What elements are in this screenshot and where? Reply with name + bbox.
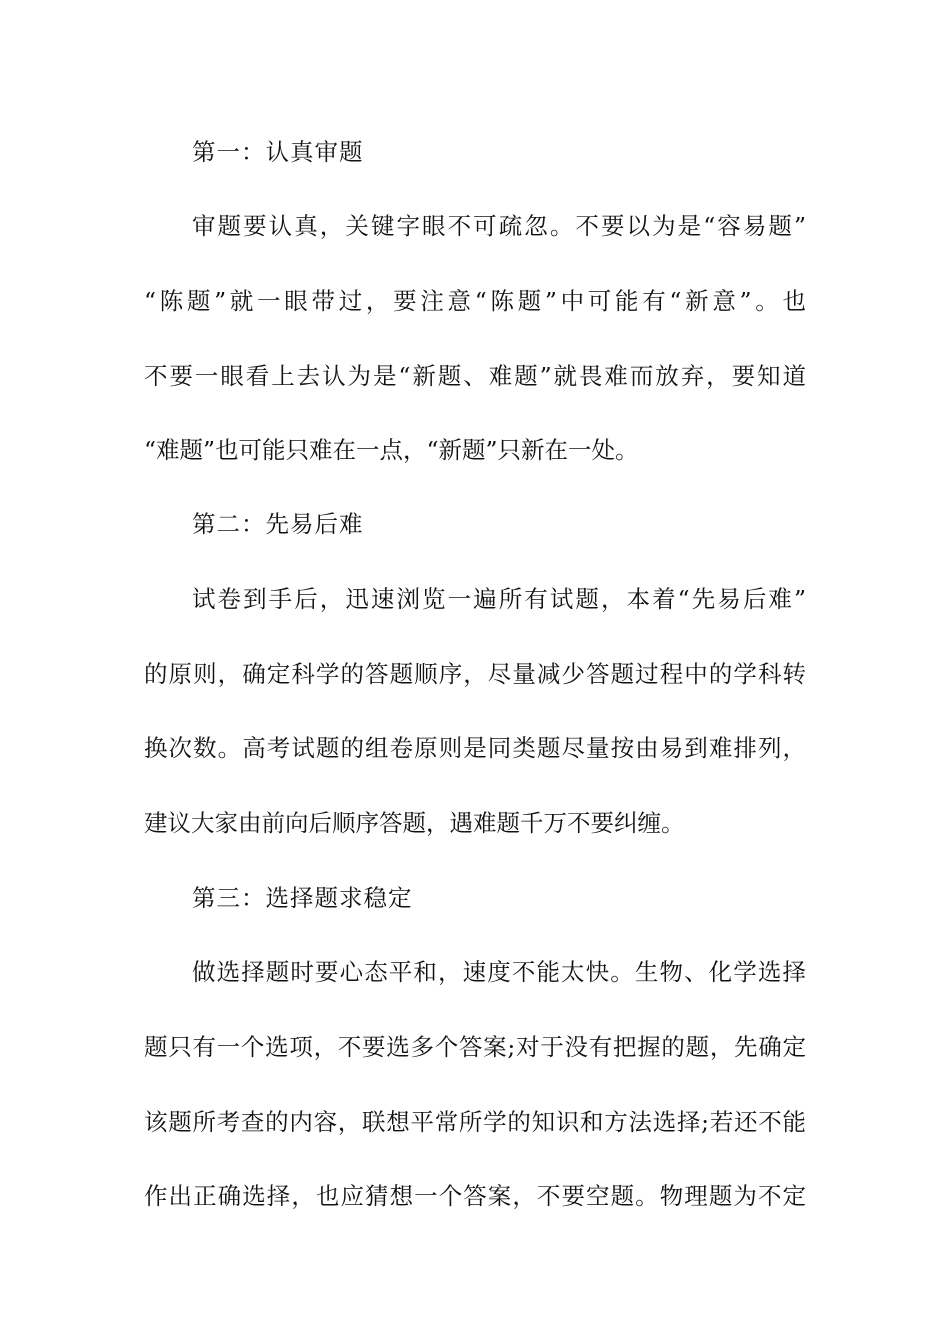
section-3-paragraph-line-1: 做选择题时要心态平和，速度不能太快。生物、化学选择	[192, 958, 806, 986]
section-3-paragraph-line-4: 作出正确选择，也应猜想一个答案，不要空题。物理题为不定	[144, 1182, 806, 1210]
section-3-heading: 第三：选择题求稳定	[192, 884, 413, 912]
section-3-paragraph-line-2: 题只有一个选项，不要选多个答案;对于没有把握的题，先确定	[144, 1033, 806, 1061]
section-2-paragraph-line-4: 建议大家由前向后顺序答题，遇难题千万不要纠缠。	[144, 809, 685, 837]
section-1-paragraph-line-2: “陈题”就一眼带过，要注意“陈题”中可能有“新意”。也	[144, 287, 806, 315]
section-1-paragraph-line-3: 不要一眼看上去认为是“新题、难题”就畏难而放弃，要知道	[144, 362, 806, 390]
section-2-heading: 第二：先易后难	[192, 510, 364, 538]
section-1-paragraph-line-1: 审题要认真，关键字眼不可疏忽。不要以为是“容易题”	[192, 212, 806, 240]
section-3-paragraph-line-3: 该题所考查的内容，联想平常所学的知识和方法选择;若还不能	[144, 1108, 806, 1136]
section-1-paragraph-line-4: “难题”也可能只难在一点，“新题”只新在一处。	[144, 436, 639, 464]
section-2-paragraph-line-1: 试卷到手后，迅速浏览一遍所有试题，本着“先易后难”	[192, 585, 806, 613]
section-1-heading: 第一：认真审题	[192, 138, 364, 166]
section-2-paragraph-line-2: 的原则，确定科学的答题顺序，尽量减少答题过程中的学科转	[144, 660, 806, 688]
section-2-paragraph-line-3: 换次数。高考试题的组卷原则是同类题尽量按由易到难排列，	[144, 734, 806, 762]
